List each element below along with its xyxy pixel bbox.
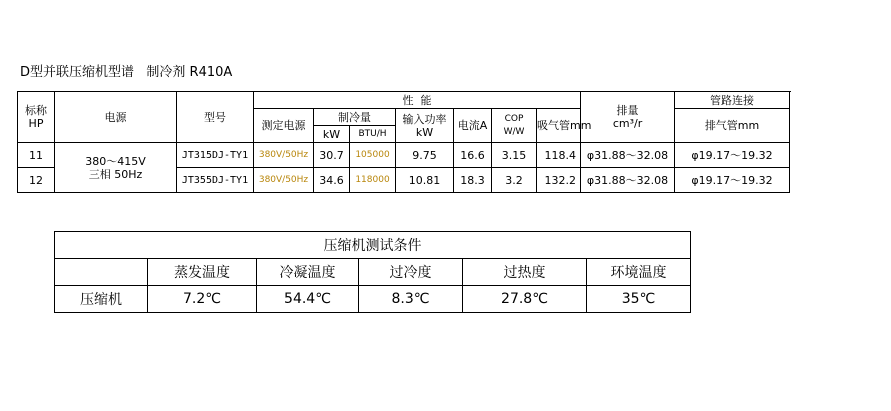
discharge-cell: φ19.17～19.32: [675, 143, 790, 168]
cooling-kw-cell: 30.7: [314, 143, 350, 168]
current-cell: 16.6: [454, 143, 492, 168]
discharge-cell: φ19.17～19.32: [675, 168, 790, 193]
performance-header: 性 能: [254, 92, 581, 109]
subcooling-header: 过冷度: [359, 259, 463, 286]
subcooling-value: 8.3℃: [359, 286, 463, 313]
power-supply-cell: [55, 143, 177, 193]
compressor-spec-table: [17, 91, 790, 193]
power-header: 电源: [55, 92, 177, 143]
hp-cell: 11: [18, 143, 55, 168]
cooling-btu-cell: 105000: [350, 143, 396, 168]
test-conditions-title: 压缩机测试条件: [55, 232, 691, 259]
model-header: 型号: [177, 92, 254, 143]
evaporating-temp-header: 蒸发温度: [148, 259, 257, 286]
model-cell: JT315DJ-TY1: [177, 143, 254, 168]
rated-power-cell: 380V/50Hz: [254, 168, 314, 193]
cop-header: [492, 109, 537, 143]
hp-header: [18, 92, 55, 143]
suction-cell: φ31.88～32.08: [581, 143, 675, 168]
compressor-row-label: 压缩机: [55, 286, 148, 313]
condensing-temp-header: 冷凝温度: [257, 259, 359, 286]
input-power-header-line2: kW: [415, 125, 434, 139]
table-row: [18, 143, 790, 168]
hp-header-line2: HP: [28, 117, 44, 130]
cop-header-line2: W/W: [503, 126, 525, 137]
kw-header: kW: [314, 126, 350, 143]
displacement-header-line2: cm³/r: [612, 117, 643, 130]
model-cell: JT355DJ-TY1: [177, 168, 254, 193]
power-supply-line1: 380～415V: [85, 154, 146, 168]
hp-cell: 12: [18, 168, 55, 193]
evaporating-temp-value: 7.2℃: [148, 286, 257, 313]
hp-header-line1: 标称: [25, 104, 47, 117]
page-title: D型并联压缩机型谱 制冷剂 R410A: [20, 65, 233, 80]
cooling-kw-cell: 34.6: [314, 168, 350, 193]
displacement-cell: 132.2: [537, 168, 581, 193]
cop-cell: 3.15: [492, 143, 537, 168]
ambient-temp-value: 35℃: [587, 286, 691, 313]
input-power-cell: 9.75: [396, 143, 454, 168]
rated-power-header: 测定电源: [254, 109, 314, 143]
displacement-header: [581, 92, 675, 143]
condensing-temp-value: 54.4℃: [257, 286, 359, 313]
input-power-header-line1: 输入功率: [402, 112, 447, 126]
superheat-header: 过热度: [463, 259, 587, 286]
test-conditions-table: [54, 231, 691, 313]
current-cell: 18.3: [454, 168, 492, 193]
piping-header: 管路连接: [675, 92, 790, 109]
suction-cell: φ31.88～32.08: [581, 168, 675, 193]
cooling-header: 制冷量: [314, 109, 396, 126]
superheat-value: 27.8℃: [463, 286, 587, 313]
power-supply-line2: 三相 50Hz: [88, 167, 143, 181]
discharge-header: 排气管mm: [675, 109, 790, 143]
table-row: [55, 286, 691, 313]
rated-power-cell: 380V/50Hz: [254, 143, 314, 168]
cop-header-line1: COP: [504, 113, 524, 124]
btu-header: BTU/H: [350, 126, 396, 143]
input-power-header: [396, 109, 454, 143]
input-power-cell: 10.81: [396, 168, 454, 193]
cooling-btu-cell: 118000: [350, 168, 396, 193]
displacement-header-line1: 排量: [616, 104, 639, 117]
cop-cell: 3.2: [492, 168, 537, 193]
ambient-temp-header: 环境温度: [587, 259, 691, 286]
suction-header: 吸气管mm: [537, 109, 581, 143]
current-header: 电流A: [454, 109, 492, 143]
corner-cell: [55, 259, 148, 286]
displacement-cell: 118.4: [537, 143, 581, 168]
